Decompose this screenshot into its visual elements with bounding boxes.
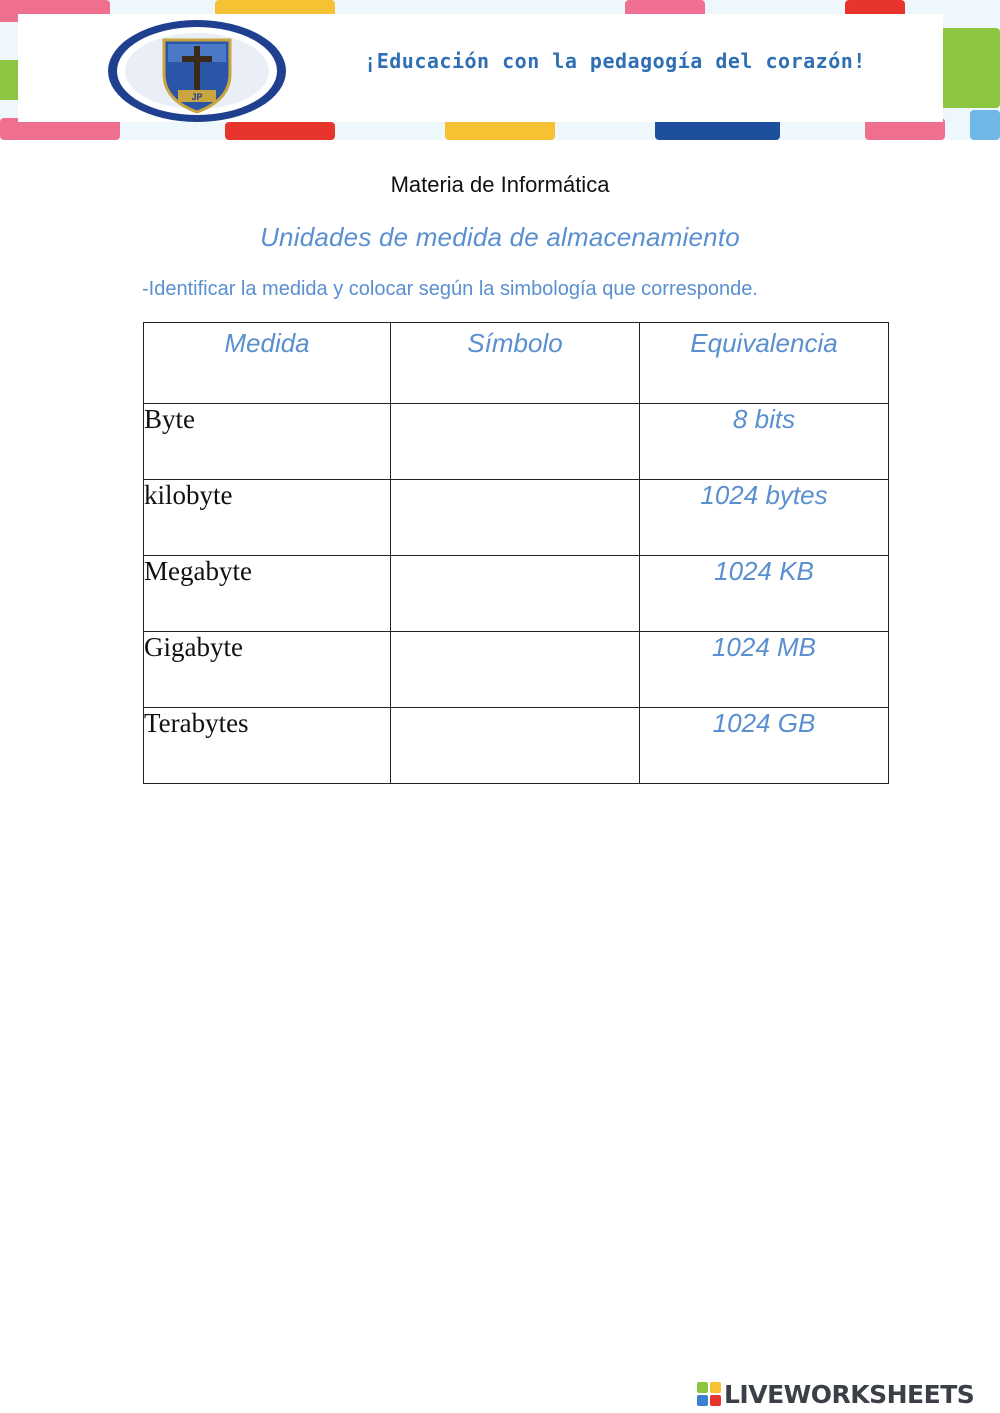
table-row bbox=[144, 708, 889, 784]
simbolo-answer-cell[interactable] bbox=[391, 480, 640, 556]
table-row bbox=[144, 632, 889, 708]
liveworksheets-brand: LIVEWORKSHEETS bbox=[724, 1379, 975, 1409]
equivalencia-cell: 1024 MB bbox=[640, 632, 889, 708]
header-medida: Medida bbox=[144, 323, 391, 404]
header-banner bbox=[0, 0, 1000, 140]
equivalencia-cell: 1024 GB bbox=[640, 708, 889, 784]
simbolo-answer-cell[interactable] bbox=[391, 632, 640, 708]
school-crest-logo bbox=[106, 18, 288, 124]
school-slogan: ¡Educación con la pedagogía del corazón! bbox=[364, 49, 866, 73]
header-equivalencia: Equivalencia bbox=[640, 323, 889, 404]
liveworksheets-icon bbox=[697, 1382, 721, 1406]
table-row bbox=[144, 480, 889, 556]
decor-brick bbox=[225, 122, 335, 140]
medida-cell: Megabyte bbox=[144, 556, 391, 632]
medida-cell: Gigabyte bbox=[144, 632, 391, 708]
medida-cell: Byte bbox=[144, 404, 391, 480]
equivalencia-cell: 1024 KB bbox=[640, 556, 889, 632]
table-row bbox=[144, 404, 889, 480]
equivalencia-cell: 8 bits bbox=[640, 404, 889, 480]
table-header-row bbox=[144, 323, 889, 404]
worksheet-title: Unidades de medida de almacenamiento bbox=[260, 222, 740, 252]
subject-title: Materia de Informática bbox=[390, 172, 610, 197]
equivalencia-cell: 1024 bytes bbox=[640, 480, 889, 556]
crest-initials: JP bbox=[191, 92, 203, 102]
instruction-text: -Identificar la medida y colocar según la simbología que corresponde. bbox=[142, 278, 758, 300]
simbolo-answer-cell[interactable] bbox=[391, 404, 640, 480]
decor-brick bbox=[940, 28, 1000, 108]
medida-cell: Terabytes bbox=[144, 708, 391, 784]
simbolo-answer-cell[interactable] bbox=[391, 708, 640, 784]
header-simbolo: Símbolo bbox=[391, 323, 640, 404]
table-row bbox=[144, 556, 889, 632]
units-table bbox=[143, 322, 889, 784]
medida-cell: kilobyte bbox=[144, 480, 391, 556]
decor-brick bbox=[970, 110, 1000, 140]
simbolo-answer-cell[interactable] bbox=[391, 556, 640, 632]
liveworksheets-logo bbox=[697, 1378, 974, 1410]
